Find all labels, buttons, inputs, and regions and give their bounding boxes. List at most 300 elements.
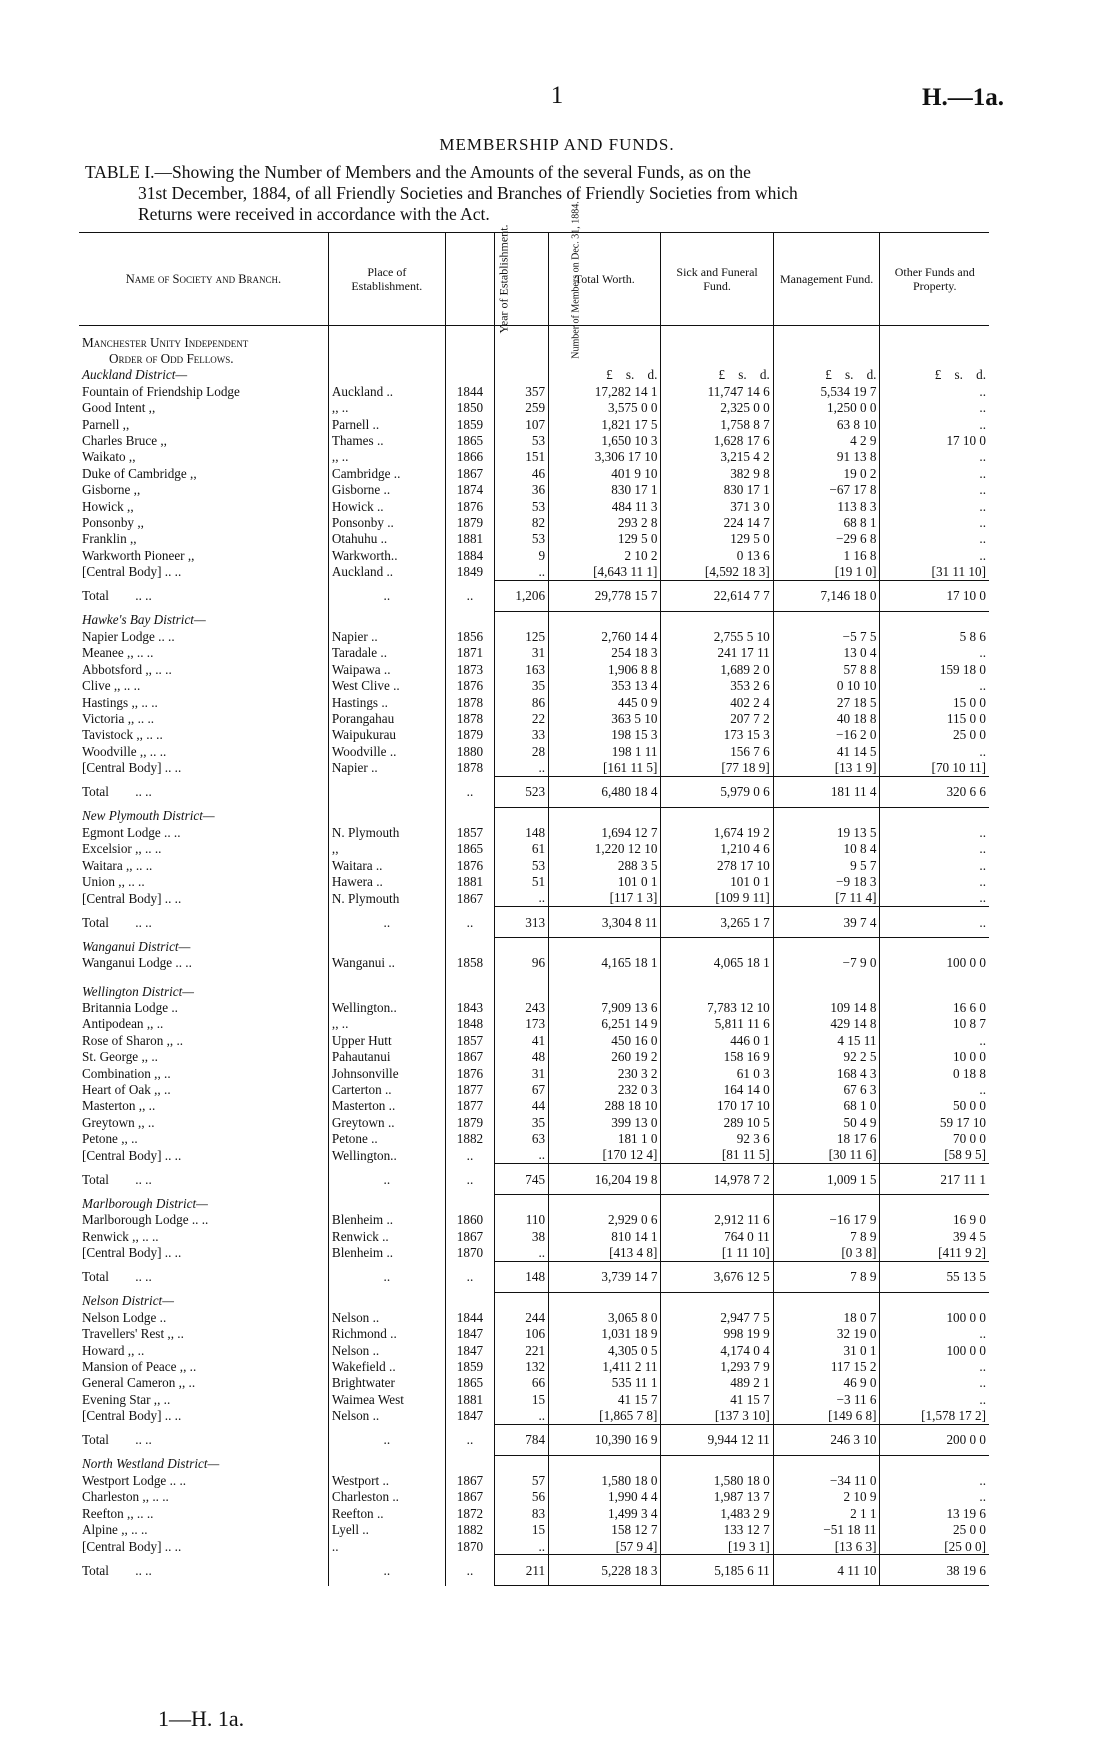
total-worth: [57 9 4] <box>549 1538 661 1555</box>
district-name: Auckland District— <box>82 367 188 383</box>
cell <box>328 1455 445 1472</box>
place-of-establishment: ,, <box>328 841 445 857</box>
other-funds: .. <box>880 1032 989 1048</box>
total-year: .. <box>445 776 494 807</box>
member-count: 67 <box>495 1081 549 1097</box>
management-fund: −34 11 0 <box>773 1472 880 1488</box>
management-fund: [13 1 9] <box>773 759 880 776</box>
year-established: 1881 <box>445 531 494 547</box>
branch-name: Napier Lodge .. .. <box>82 628 175 644</box>
table-body <box>79 326 989 1586</box>
place-of-establishment: Wellington.. <box>328 1147 445 1164</box>
total-worth: 198 15 3 <box>549 727 661 743</box>
cell <box>880 1195 989 1212</box>
district-header-row <box>79 367 989 383</box>
total-other-funds: 17 10 0 <box>880 580 989 611</box>
management-fund: 18 17 6 <box>773 1130 880 1146</box>
other-funds: 100 0 0 <box>880 1309 989 1325</box>
total-worth: [4,643 11 1] <box>549 563 661 580</box>
place-of-establishment: Waitara .. <box>328 857 445 873</box>
place-of-establishment: ,, .. <box>328 1016 445 1032</box>
member-count: .. <box>495 1244 549 1261</box>
table-row <box>79 661 989 677</box>
total-worth: 198 1 11 <box>549 743 661 759</box>
branch-name: Reefton ,, .. .. <box>82 1505 154 1521</box>
total-year: .. <box>445 1555 494 1586</box>
place-of-establishment: ,, .. <box>328 400 445 416</box>
district-header-row <box>79 1455 989 1472</box>
cell <box>445 938 494 955</box>
cell <box>880 807 989 824</box>
table-row <box>79 1472 989 1488</box>
total-management-fund: 246 3 10 <box>773 1424 880 1455</box>
other-funds: .. <box>880 873 989 889</box>
management-fund: 1 16 8 <box>773 547 880 563</box>
branch-name: [Central Body] .. .. <box>82 1245 182 1261</box>
management-fund: −67 17 8 <box>773 482 880 498</box>
member-count: 56 <box>495 1489 549 1505</box>
total-worth: 1,694 12 7 <box>549 824 661 840</box>
year-established: 1847 <box>445 1407 494 1424</box>
district-name: Wanganui District— <box>82 938 191 954</box>
other-funds: .. <box>880 465 989 481</box>
branch-name: Good Intent ,, <box>82 400 156 416</box>
cell <box>880 938 989 955</box>
col-header-place: Place of Establishment. <box>328 233 445 326</box>
total-place: .. <box>328 1164 445 1195</box>
member-count: 51 <box>495 873 549 889</box>
management-fund: −29 6 8 <box>773 531 880 547</box>
district-name: Nelson District— <box>82 1293 174 1309</box>
other-funds: [31 11 10] <box>880 563 989 580</box>
total-worth: 1,411 2 11 <box>549 1358 661 1374</box>
total-worth: 1,220 12 10 <box>549 841 661 857</box>
cell <box>880 1292 989 1309</box>
total-worth: 288 3 5 <box>549 857 661 873</box>
place-of-establishment: Brightwater <box>328 1375 445 1391</box>
cell <box>880 1455 989 1472</box>
year-established: 1874 <box>445 482 494 498</box>
sick-funeral-fund: 4,174 0 4 <box>661 1342 773 1358</box>
other-funds: 10 8 7 <box>880 1016 989 1032</box>
total-sick-fund: 3,676 12 5 <box>661 1261 773 1292</box>
total-label: Total .. .. <box>82 588 152 604</box>
year-established: 1878 <box>445 710 494 726</box>
spacer-row <box>79 971 989 983</box>
place-of-establishment: .. <box>328 1538 445 1555</box>
branch-name: Franklin ,, <box>82 531 137 547</box>
year-established: 1867 <box>445 890 494 907</box>
place-of-establishment: Blenheim .. <box>328 1212 445 1228</box>
member-count: 44 <box>495 1098 549 1114</box>
total-worth: 2 10 2 <box>549 547 661 563</box>
management-fund: 1,250 0 0 <box>773 400 880 416</box>
year-established: 1877 <box>445 1098 494 1114</box>
member-count: .. <box>495 1538 549 1555</box>
total-worth: 7,909 13 6 <box>549 999 661 1015</box>
district-name: Marlborough District— <box>82 1195 208 1211</box>
management-fund: −7 9 0 <box>773 955 880 971</box>
year-established: 1879 <box>445 1114 494 1130</box>
place-of-establishment: Waipukurau <box>328 727 445 743</box>
other-funds: .. <box>880 890 989 907</box>
total-other-funds: .. <box>880 907 989 938</box>
management-fund: 4 15 11 <box>773 1032 880 1048</box>
management-fund: 63 8 10 <box>773 416 880 432</box>
cell <box>549 1455 661 1472</box>
member-count: 38 <box>495 1228 549 1244</box>
sick-funeral-fund: 164 14 0 <box>661 1081 773 1097</box>
sick-funeral-fund: 4,065 18 1 <box>661 955 773 971</box>
other-funds: 70 0 0 <box>880 1130 989 1146</box>
table-row <box>79 1228 989 1244</box>
year-established: 1847 <box>445 1342 494 1358</box>
sick-funeral-fund: 11,747 14 6 <box>661 383 773 399</box>
other-funds: 25 0 0 <box>880 1521 989 1537</box>
col-header-other-funds: Other Funds and Property. <box>880 233 989 326</box>
table-row <box>79 743 989 759</box>
branch-name: Britannia Lodge .. <box>82 999 178 1015</box>
total-worth: 232 0 3 <box>549 1081 661 1097</box>
year-established: 1847 <box>445 1326 494 1342</box>
other-funds: 59 17 10 <box>880 1114 989 1130</box>
total-worth: 1,031 18 9 <box>549 1326 661 1342</box>
other-funds: .. <box>880 449 989 465</box>
management-fund: [30 11 6] <box>773 1147 880 1164</box>
branch-name: Waikato ,, <box>82 449 136 465</box>
total-other-funds: 320 6 6 <box>880 776 989 807</box>
other-funds: .. <box>880 841 989 857</box>
branch-name: Westport Lodge .. .. <box>82 1472 187 1488</box>
management-fund: 68 8 1 <box>773 514 880 530</box>
total-worth: 254 18 3 <box>549 645 661 661</box>
sick-funeral-fund: 1,758 8 7 <box>661 416 773 432</box>
cell <box>328 1292 445 1309</box>
district-total-row <box>79 1424 989 1455</box>
place-of-establishment: Pahautanui <box>328 1048 445 1064</box>
sick-funeral-fund: 173 15 3 <box>661 727 773 743</box>
year-established: 1865 <box>445 432 494 448</box>
other-funds-currency-heading: £ s. d. <box>880 367 989 383</box>
cell <box>773 1455 880 1472</box>
total-sick-fund: 14,978 7 2 <box>661 1164 773 1195</box>
total-worth: 1,906 8 8 <box>549 661 661 677</box>
member-count: 243 <box>495 999 549 1015</box>
total-worth: 5,228 18 3 <box>549 1555 661 1586</box>
place-of-establishment: Petone .. <box>328 1130 445 1146</box>
total-worth: 353 13 4 <box>549 677 661 693</box>
cell <box>549 807 661 824</box>
management-fund: 46 9 0 <box>773 1375 880 1391</box>
district-total-row <box>79 1555 989 1586</box>
district-total-row <box>79 1261 989 1292</box>
total-management-fund: 7 8 9 <box>773 1261 880 1292</box>
sick-funeral-fund: 133 12 7 <box>661 1521 773 1537</box>
table-row <box>79 1505 989 1521</box>
member-count: 86 <box>495 694 549 710</box>
table-row <box>79 547 989 563</box>
sick-funeral-fund: [1 11 10] <box>661 1244 773 1261</box>
place-of-establishment: Auckland .. <box>328 383 445 399</box>
place-of-establishment: Hawera .. <box>328 873 445 889</box>
sick-funeral-fund: 446 0 1 <box>661 1032 773 1048</box>
year-established: 1882 <box>445 1521 494 1537</box>
cell <box>880 983 989 999</box>
total-worth: 17,282 14 1 <box>549 383 661 399</box>
other-funds: 15 0 0 <box>880 694 989 710</box>
table-row <box>79 1098 989 1114</box>
table-row <box>79 759 989 776</box>
branch-name: Charles Bruce ,, <box>82 433 167 449</box>
sick-funeral-fund: 170 17 10 <box>661 1098 773 1114</box>
branch-name: St. George ,, .. <box>82 1049 158 1065</box>
place-of-establishment: West Clive .. <box>328 677 445 693</box>
total-place: .. <box>328 1261 445 1292</box>
other-funds: .. <box>880 400 989 416</box>
total-members: 1,206 <box>495 580 549 611</box>
cell <box>445 1195 494 1212</box>
branch-name: Hastings ,, .. .. <box>82 694 158 710</box>
member-count: 53 <box>495 857 549 873</box>
place-of-establishment: Westport .. <box>328 1472 445 1488</box>
cell <box>445 1455 494 1472</box>
caption-line: 31st December, 1884, of all Friendly Societies and Branches of Friendly Societies from which <box>138 183 798 203</box>
total-sick-fund: 22,614 7 7 <box>661 580 773 611</box>
place-of-establishment: Waipawa .. <box>328 661 445 677</box>
other-funds: 39 4 5 <box>880 1228 989 1244</box>
district-name: North Westland District— <box>82 1456 220 1472</box>
sick-funeral-fund: 241 17 11 <box>661 645 773 661</box>
year-established: 1882 <box>445 1130 494 1146</box>
other-funds: .. <box>880 1472 989 1488</box>
other-funds: .. <box>880 743 989 759</box>
sick-funeral-fund: 92 3 6 <box>661 1130 773 1146</box>
cell <box>661 938 773 955</box>
year-established: 1857 <box>445 824 494 840</box>
branch-name: General Cameron ,, .. <box>82 1375 196 1391</box>
place-of-establishment: Warkworth.. <box>328 547 445 563</box>
cell <box>773 1292 880 1309</box>
place-of-establishment: Johnsonville <box>328 1065 445 1081</box>
total-year: .. <box>445 1424 494 1455</box>
total-year: .. <box>445 1164 494 1195</box>
management-fund: −16 17 9 <box>773 1212 880 1228</box>
other-funds: .. <box>880 1375 989 1391</box>
management-fund: −9 18 3 <box>773 873 880 889</box>
table-row <box>79 1521 989 1537</box>
other-funds: 5 8 6 <box>880 628 989 644</box>
sick-funeral-fund: 1,580 18 0 <box>661 1472 773 1488</box>
place-of-establishment: Blenheim .. <box>328 1244 445 1261</box>
sick-funeral-fund: 371 3 0 <box>661 498 773 514</box>
member-count: .. <box>495 759 549 776</box>
year-established: 1866 <box>445 449 494 465</box>
year-established: 1870 <box>445 1538 494 1555</box>
branch-name: Heart of Oak ,, .. <box>82 1081 171 1097</box>
management-fund: 117 15 2 <box>773 1358 880 1374</box>
sick-funeral-fund: 41 15 7 <box>661 1391 773 1407</box>
total-management-fund: 4 11 10 <box>773 1555 880 1586</box>
place-of-establishment: Otahuhu .. <box>328 531 445 547</box>
year-established: 1867 <box>445 1489 494 1505</box>
total-worth: 4,305 0 5 <box>549 1342 661 1358</box>
total-worth: 29,778 15 7 <box>549 580 661 611</box>
management-fund: 57 8 8 <box>773 661 880 677</box>
district-header-row <box>79 1292 989 1309</box>
member-count: 31 <box>495 645 549 661</box>
table-row <box>79 1326 989 1342</box>
branch-name: Greytown ,, .. <box>82 1114 155 1130</box>
district-total-row <box>79 580 989 611</box>
table-row <box>79 694 989 710</box>
management-fund: 113 8 3 <box>773 498 880 514</box>
total-worth: 450 16 0 <box>549 1032 661 1048</box>
col-header-sick-fund: Sick and Funeral Fund. <box>661 233 773 326</box>
total-worth: [161 11 5] <box>549 759 661 776</box>
total-worth: 288 18 10 <box>549 1098 661 1114</box>
year-established: 1884 <box>445 547 494 563</box>
col-header-name: Name of Society and Branch. <box>79 233 328 326</box>
sick-funeral-fund: 2,947 7 5 <box>661 1309 773 1325</box>
header-row <box>79 233 989 326</box>
sick-funeral-fund: 3,215 4 2 <box>661 449 773 465</box>
cell <box>549 938 661 955</box>
place-of-establishment: Howick .. <box>328 498 445 514</box>
branch-name: Evening Star ,, .. <box>82 1391 171 1407</box>
management-fund: [13 6 3] <box>773 1538 880 1555</box>
place-of-establishment: Wakefield .. <box>328 1358 445 1374</box>
total-worth: [117 1 3] <box>549 890 661 907</box>
table-row <box>79 841 989 857</box>
year-established: 1843 <box>445 999 494 1015</box>
year-established: 1878 <box>445 759 494 776</box>
place-of-establishment: Nelson .. <box>328 1309 445 1325</box>
management-fund: −5 7 5 <box>773 628 880 644</box>
table-row <box>79 1032 989 1048</box>
year-established: 1878 <box>445 694 494 710</box>
member-count: 107 <box>495 416 549 432</box>
total-sick-fund: 3,265 1 7 <box>661 907 773 938</box>
other-funds: 10 0 0 <box>880 1048 989 1064</box>
table-row <box>79 857 989 873</box>
other-funds: .. <box>880 416 989 432</box>
society-name: Manchester Unity Independent <box>82 334 249 350</box>
col-header-members: Number of Members on Dec. 31, 1884. <box>495 233 549 326</box>
total-label: Total .. .. <box>82 1432 152 1448</box>
member-count: .. <box>495 1147 549 1164</box>
other-funds: 16 6 0 <box>880 999 989 1015</box>
total-worth: 129 5 0 <box>549 531 661 547</box>
management-fund: 67 6 3 <box>773 1081 880 1097</box>
other-funds: .. <box>880 1326 989 1342</box>
member-count: 31 <box>495 1065 549 1081</box>
member-count: 53 <box>495 531 549 547</box>
other-funds: .. <box>880 498 989 514</box>
total-worth: 230 3 2 <box>549 1065 661 1081</box>
sick-funeral-fund: 764 0 11 <box>661 1228 773 1244</box>
other-funds: 0 18 8 <box>880 1065 989 1081</box>
sick-funeral-fund: [109 9 11] <box>661 890 773 907</box>
sick-funeral-fund: 402 2 4 <box>661 694 773 710</box>
district-header-row <box>79 1195 989 1212</box>
table-row <box>79 1407 989 1424</box>
cell <box>549 1195 661 1212</box>
management-fund: 32 19 0 <box>773 1326 880 1342</box>
branch-name: [Central Body] .. .. <box>82 1147 182 1163</box>
table-row <box>79 383 989 399</box>
sick-funeral-fund: [137 3 10] <box>661 1407 773 1424</box>
table-row <box>79 1342 989 1358</box>
management-fund: 40 18 8 <box>773 710 880 726</box>
total-management-fund: 39 7 4 <box>773 907 880 938</box>
member-count: 61 <box>495 841 549 857</box>
table-row <box>79 514 989 530</box>
table-row <box>79 1391 989 1407</box>
total-worth: 1,499 3 4 <box>549 1505 661 1521</box>
page-title: MEMBERSHIP AND FUNDS. <box>439 135 675 154</box>
branch-name: Fountain of Friendship Lodge <box>82 383 240 399</box>
place-of-establishment: Gisborne .. <box>328 482 445 498</box>
sick-funeral-fund: 2,755 5 10 <box>661 628 773 644</box>
branch-name: [Central Body] .. .. <box>82 1408 182 1424</box>
sick-funeral-fund: 61 0 3 <box>661 1065 773 1081</box>
cell <box>328 1195 445 1212</box>
table-row <box>79 955 989 971</box>
management-fund: −16 2 0 <box>773 727 880 743</box>
sick-funeral-fund: 0 13 6 <box>661 547 773 563</box>
cell <box>549 983 661 999</box>
management-fund: 31 0 1 <box>773 1342 880 1358</box>
year-established: 1858 <box>445 955 494 971</box>
place-of-establishment: N. Plymouth <box>328 824 445 840</box>
member-count: 9 <box>495 547 549 563</box>
year-established: 1872 <box>445 1505 494 1521</box>
total-members: 313 <box>495 907 549 938</box>
district-header-row <box>79 807 989 824</box>
total-sick-fund: 5,185 6 11 <box>661 1555 773 1586</box>
total-worth: 1,990 4 4 <box>549 1489 661 1505</box>
sick-funeral-fund: [77 18 9] <box>661 759 773 776</box>
place-of-establishment: Ponsonby .. <box>328 514 445 530</box>
branch-name: Charleston ,, .. .. <box>82 1489 169 1505</box>
total-year: .. <box>445 580 494 611</box>
place-of-establishment: ,, .. <box>328 449 445 465</box>
cell <box>661 1455 773 1472</box>
management-fund: 18 0 7 <box>773 1309 880 1325</box>
place-of-establishment: Wanganui .. <box>328 955 445 971</box>
table-row <box>79 1081 989 1097</box>
place-of-establishment: Thames .. <box>328 432 445 448</box>
table-row <box>79 563 989 580</box>
total-other-funds: 217 11 1 <box>880 1164 989 1195</box>
place-of-establishment: Nelson .. <box>328 1407 445 1424</box>
other-funds: .. <box>880 857 989 873</box>
member-count: 48 <box>495 1048 549 1064</box>
total-worth: 6,480 18 4 <box>549 776 661 807</box>
member-count: 35 <box>495 1114 549 1130</box>
total-year: .. <box>445 1261 494 1292</box>
total-worth: 484 11 3 <box>549 498 661 514</box>
year-established: 1856 <box>445 628 494 644</box>
year-established: 1876 <box>445 498 494 514</box>
sick-funeral-fund: 224 14 7 <box>661 514 773 530</box>
sick-funeral-fund: 156 7 6 <box>661 743 773 759</box>
caption-line: Returns were received in accordance with the Act. <box>138 204 490 224</box>
year-established: 1867 <box>445 1048 494 1064</box>
year-established: 1873 <box>445 661 494 677</box>
total-worth: 3,304 8 11 <box>549 907 661 938</box>
branch-name: Wanganui Lodge .. .. <box>82 955 192 971</box>
